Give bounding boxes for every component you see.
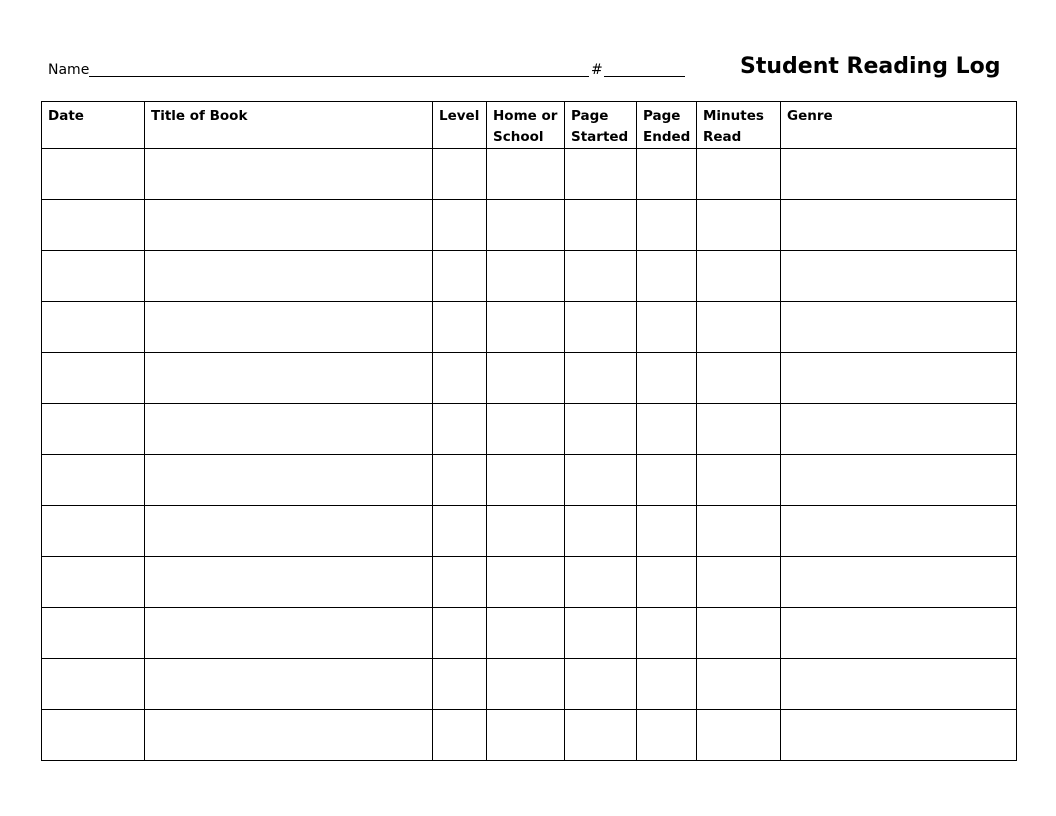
cell-page-ended[interactable] [637,710,697,761]
cell-minutes-read[interactable] [697,506,781,557]
cell-home-or-school[interactable] [487,200,565,251]
cell-minutes-read[interactable] [697,608,781,659]
cell-level[interactable] [433,455,487,506]
cell-minutes-read[interactable] [697,710,781,761]
cell-page-ended[interactable] [637,200,697,251]
cell-level[interactable] [433,302,487,353]
cell-minutes-read[interactable] [697,659,781,710]
column-header-date: Date [42,102,145,149]
column-header-level: Level [433,102,487,149]
column-header-home-or-school: Home or School [487,102,565,149]
cell-home-or-school[interactable] [487,149,565,200]
cell-minutes-read[interactable] [697,149,781,200]
cell-home-or-school[interactable] [487,710,565,761]
cell-page-ended[interactable] [637,251,697,302]
column-header-title-of-book: Title of Book [145,102,433,149]
table-row [42,200,1017,251]
cell-minutes-read[interactable] [697,404,781,455]
cell-home-or-school[interactable] [487,404,565,455]
cell-minutes-read[interactable] [697,353,781,404]
cell-minutes-read[interactable] [697,455,781,506]
cell-title-of-book[interactable] [145,455,433,506]
name-field[interactable] [89,76,589,77]
number-label: # [591,62,603,78]
cell-page-started[interactable] [565,353,637,404]
cell-level[interactable] [433,557,487,608]
column-header-page-ended: Page Ended [637,102,697,149]
cell-level[interactable] [433,404,487,455]
cell-page-started[interactable] [565,557,637,608]
cell-level[interactable] [433,149,487,200]
table-row [42,455,1017,506]
cell-home-or-school[interactable] [487,251,565,302]
table-row [42,506,1017,557]
cell-date[interactable] [42,200,145,251]
cell-genre[interactable] [781,404,1017,455]
cell-title-of-book[interactable] [145,353,433,404]
column-header-page-started: Page Started [565,102,637,149]
cell-genre[interactable] [781,710,1017,761]
cell-minutes-read[interactable] [697,557,781,608]
cell-level[interactable] [433,659,487,710]
cell-title-of-book[interactable] [145,251,433,302]
cell-genre[interactable] [781,659,1017,710]
cell-page-ended[interactable] [637,149,697,200]
cell-date[interactable] [42,404,145,455]
log-body [42,149,1017,761]
cell-title-of-book[interactable] [145,659,433,710]
cell-home-or-school[interactable] [487,659,565,710]
cell-minutes-read[interactable] [697,302,781,353]
cell-genre[interactable] [781,608,1017,659]
table-row [42,302,1017,353]
cell-page-started[interactable] [565,608,637,659]
cell-genre[interactable] [781,353,1017,404]
cell-page-ended[interactable] [637,455,697,506]
cell-title-of-book[interactable] [145,557,433,608]
page-title: Student Reading Log [740,54,1001,79]
table-row [42,149,1017,200]
cell-date[interactable] [42,608,145,659]
cell-page-ended[interactable] [637,608,697,659]
cell-title-of-book[interactable] [145,506,433,557]
cell-genre[interactable] [781,455,1017,506]
cell-home-or-school[interactable] [487,608,565,659]
table-row [42,557,1017,608]
cell-page-started[interactable] [565,251,637,302]
cell-title-of-book[interactable] [145,710,433,761]
cell-genre[interactable] [781,557,1017,608]
cell-page-started[interactable] [565,200,637,251]
table-row [42,608,1017,659]
cell-genre[interactable] [781,149,1017,200]
cell-home-or-school[interactable] [487,455,565,506]
cell-page-started[interactable] [565,659,637,710]
cell-title-of-book[interactable] [145,302,433,353]
cell-home-or-school[interactable] [487,353,565,404]
cell-level[interactable] [433,200,487,251]
table-row [42,404,1017,455]
cell-page-started[interactable] [565,149,637,200]
cell-genre[interactable] [781,251,1017,302]
number-field[interactable] [604,76,685,77]
table-row [42,353,1017,404]
log-header [0,0,1056,100]
cell-level[interactable] [433,506,487,557]
cell-page-started[interactable] [565,710,637,761]
name-label: Name [48,62,90,78]
cell-title-of-book[interactable] [145,149,433,200]
table-row [42,251,1017,302]
cell-page-started[interactable] [565,302,637,353]
cell-genre[interactable] [781,506,1017,557]
cell-level[interactable] [433,710,487,761]
cell-page-started[interactable] [565,404,637,455]
cell-level[interactable] [433,251,487,302]
cell-title-of-book[interactable] [145,200,433,251]
column-header-genre: Genre [781,102,1017,149]
cell-title-of-book[interactable] [145,608,433,659]
cell-genre[interactable] [781,302,1017,353]
header-row [42,102,1017,149]
cell-page-ended[interactable] [637,659,697,710]
cell-level[interactable] [433,608,487,659]
cell-date[interactable] [42,251,145,302]
cell-home-or-school[interactable] [487,302,565,353]
cell-date[interactable] [42,557,145,608]
cell-minutes-read[interactable] [697,251,781,302]
cell-title-of-book[interactable] [145,404,433,455]
cell-page-ended[interactable] [637,353,697,404]
cell-home-or-school[interactable] [487,506,565,557]
table-row [42,710,1017,761]
cell-date[interactable] [42,149,145,200]
reading-log-table [41,101,1017,761]
cell-minutes-read[interactable] [697,200,781,251]
cell-page-ended[interactable] [637,506,697,557]
cell-page-ended[interactable] [637,302,697,353]
cell-page-ended[interactable] [637,404,697,455]
table-row [42,659,1017,710]
cell-date[interactable] [42,353,145,404]
cell-date[interactable] [42,659,145,710]
cell-date[interactable] [42,710,145,761]
cell-page-started[interactable] [565,455,637,506]
cell-home-or-school[interactable] [487,557,565,608]
cell-page-started[interactable] [565,506,637,557]
cell-date[interactable] [42,506,145,557]
cell-page-ended[interactable] [637,557,697,608]
cell-date[interactable] [42,455,145,506]
column-header-minutes-read: Minutes Read [697,102,781,149]
cell-level[interactable] [433,353,487,404]
cell-date[interactable] [42,302,145,353]
cell-genre[interactable] [781,200,1017,251]
